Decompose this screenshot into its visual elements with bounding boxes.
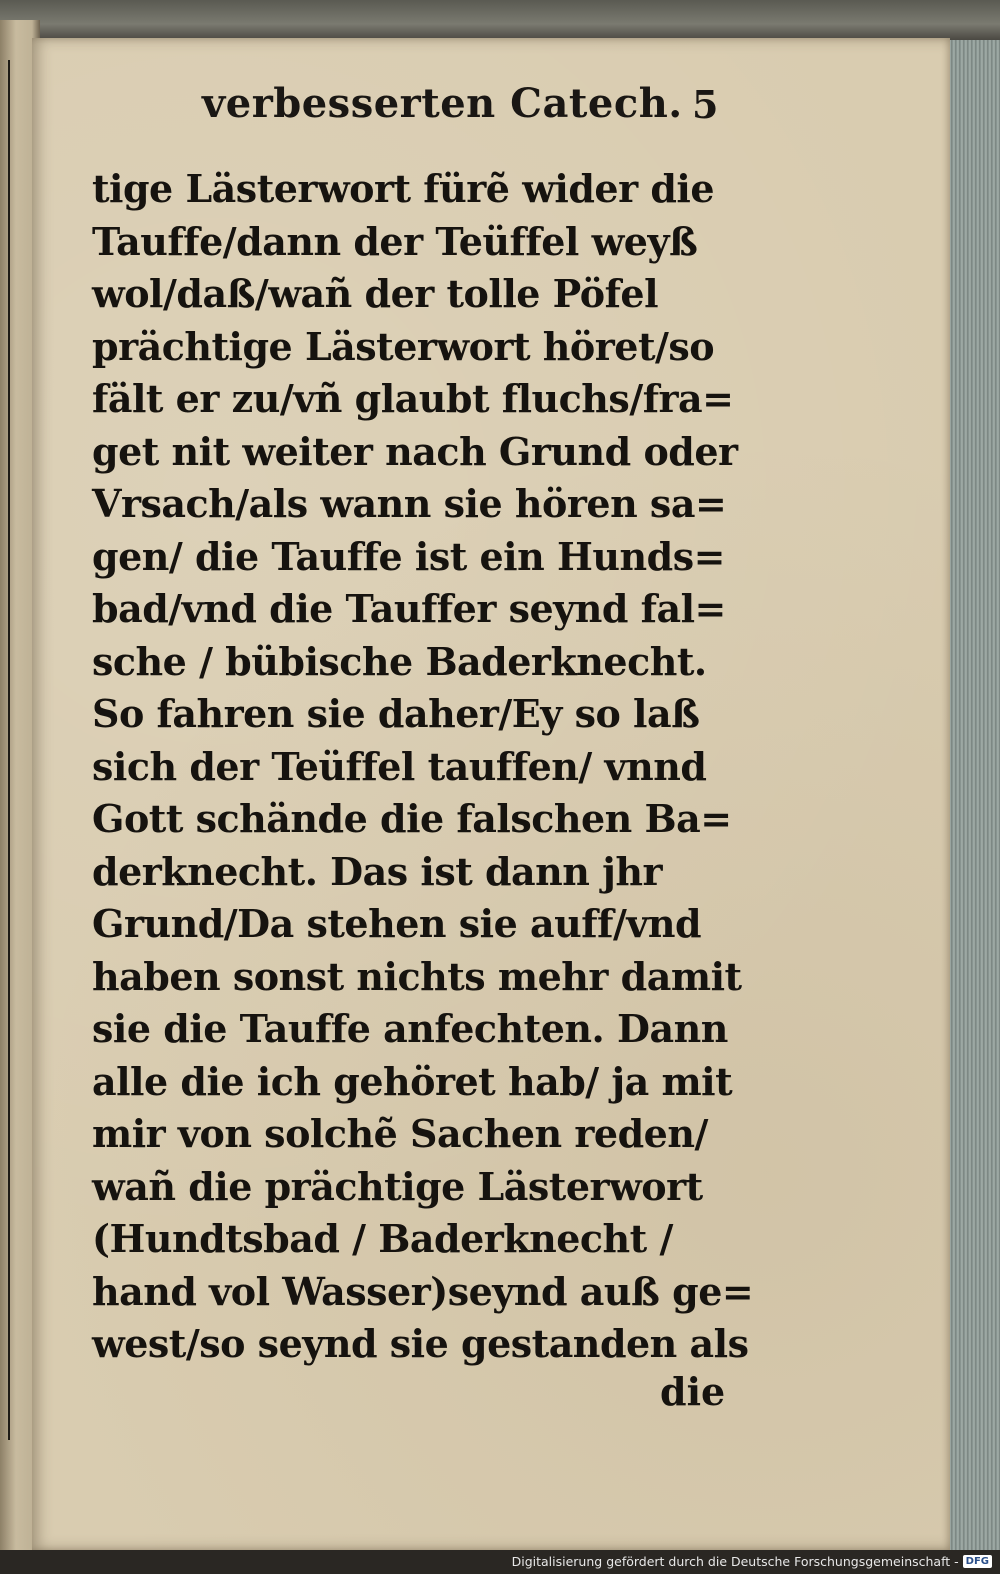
text-line: haben sonst nichts mehr damit <box>92 953 742 999</box>
text-line: sche / bübische Baderknecht. <box>92 638 707 684</box>
text-line: gen/ die Tauffe ist ein Hunds= <box>92 533 725 579</box>
text-line: Tauffe/dann der Teüffel weyß <box>92 218 698 264</box>
text-line: So fahren sie daher/Ey so laß <box>92 691 700 736</box>
text-line: alle die ich gehöret hab/ ja mit <box>92 1058 733 1104</box>
text-line: fält er zu/vñ glaubt fluchs/fra= <box>92 376 734 421</box>
book-page <box>32 38 950 1550</box>
page-number: 5 <box>692 82 719 127</box>
gutter-line <box>8 60 10 1440</box>
dfg-logo: DFG <box>963 1555 992 1568</box>
footer-credit: Digitalisierung gefördert durch die Deutsche Forschungsgemeinschaft - <box>511 1553 959 1569</box>
page-header <box>172 80 732 140</box>
binding-strip <box>0 0 1000 40</box>
text-line: sich der Teüffel tauffen/ vnnd <box>92 743 707 789</box>
text-line: prächtige Lästerwort höret/so <box>92 323 715 369</box>
text-line: west/so seynd sie gestanden als <box>92 1321 749 1366</box>
footer-credit-bar <box>508 1550 996 1572</box>
text-line: wañ die prächtige Lästerwort <box>92 1163 703 1209</box>
catchword: die <box>660 1369 726 1414</box>
text-line: Grund/Da stehen sie auff/vnd <box>92 901 702 946</box>
text-line: hand vol Wasser)seynd auß ge= <box>92 1268 754 1314</box>
text-line: Gott schände die falschen Ba= <box>92 796 732 841</box>
text-line: tige Lästerwort fürẽ wider die <box>92 166 715 211</box>
text-block <box>92 163 754 1371</box>
text-line: bad/vnd die Tauffer seynd fal= <box>92 586 726 631</box>
text-line: (Hundtsbad / Baderknecht / <box>92 1216 673 1261</box>
running-head: verbesserten Catech. <box>202 80 683 127</box>
text-line: get nit weiter nach Grund oder <box>92 428 738 474</box>
text-line: mir von solchẽ Sachen reden/ <box>92 1111 708 1156</box>
text-line: Vrsach/als wann sie hören sa= <box>92 481 727 526</box>
text-line: derknecht. Das ist dann jhr <box>92 848 663 894</box>
text-line: sie die Tauffe anfechten. Dann <box>92 1006 728 1051</box>
text-line: wol/daß/wañ der tolle Pöfel <box>92 271 659 316</box>
